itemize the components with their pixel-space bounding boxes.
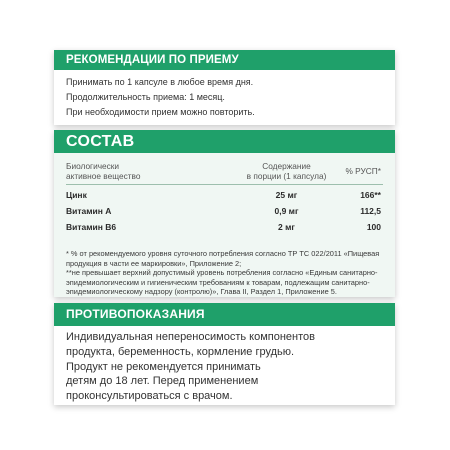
row-rsp: 100	[366, 222, 381, 232]
contraindication-line: детям до 18 лет. Перед применением	[66, 375, 259, 388]
recommendations-body	[54, 70, 395, 120]
header-dose-line: в порции (1 капсула)	[246, 171, 327, 181]
contraindication-line: Продукт не рекомендуется принимать	[66, 360, 261, 373]
row-dose: 0,9 мг	[274, 206, 299, 216]
contraindications-body	[54, 326, 395, 404]
row-substance: Витамин А	[66, 206, 112, 216]
composition-title: СОСТАВ	[54, 130, 395, 153]
recommendations-card	[54, 50, 395, 125]
header-dose-line: Содержание	[262, 161, 311, 171]
row-dose: 25 мг	[275, 190, 298, 200]
row-dose: 2 мг	[278, 222, 295, 232]
recommendation-line: Принимать по 1 капсуле в любое время дня.	[66, 77, 254, 87]
recommendation-line: Продолжительность приема: 1 месяц.	[66, 92, 225, 102]
contraindication-line: проконсультироваться с врачом.	[66, 390, 233, 403]
footnote-upper-limit: **не превышает верхний допустимый уровень потребления согласно «Единым санитарно-эпидемиологическим и гигиеническим требованиям к товарам, подлежащим санитарно-эпидемиологическому надзору (контролю)», Глава II, Раздел 1, Приложение 5.	[66, 268, 378, 297]
footnotes	[66, 249, 383, 297]
row-substance: Витамин В6	[66, 222, 117, 232]
recommendations-title: РЕКОМЕНДАЦИИ ПО ПРИЕМУ	[54, 50, 395, 70]
contraindications-card	[54, 303, 395, 405]
header-dose	[229, 161, 344, 181]
table-row	[66, 220, 383, 234]
header-substance	[66, 161, 186, 181]
row-substance: Цинк	[66, 190, 87, 200]
composition-card	[54, 130, 395, 297]
recommendation-line: При необходимости прием можно повторить.	[66, 107, 255, 117]
header-substance-line: активное вещество	[66, 171, 141, 181]
table-row	[66, 204, 383, 218]
header-rsp: % РУСП*	[345, 166, 381, 176]
table-row	[66, 188, 383, 202]
row-rsp: 112,5	[360, 206, 381, 216]
row-rsp: 166**	[360, 190, 381, 200]
contraindications-title: ПРОТИВОПОКАЗАНИЯ	[54, 303, 395, 326]
footnote-rsp: * % от рекомендуемого уровня суточного потребления согласно ТР ТС 022/2011 «Пищевая продукция в части ее маркировки», Приложение 2;	[66, 249, 380, 268]
header-substance-line: Биологически	[66, 161, 120, 171]
header-divider	[66, 184, 383, 185]
contraindication-line: Индивидуальная непереносимость компонентов	[66, 331, 315, 343]
composition-table	[54, 153, 395, 297]
contraindication-line: продукта, беременность, кормление грудью.	[66, 345, 295, 358]
